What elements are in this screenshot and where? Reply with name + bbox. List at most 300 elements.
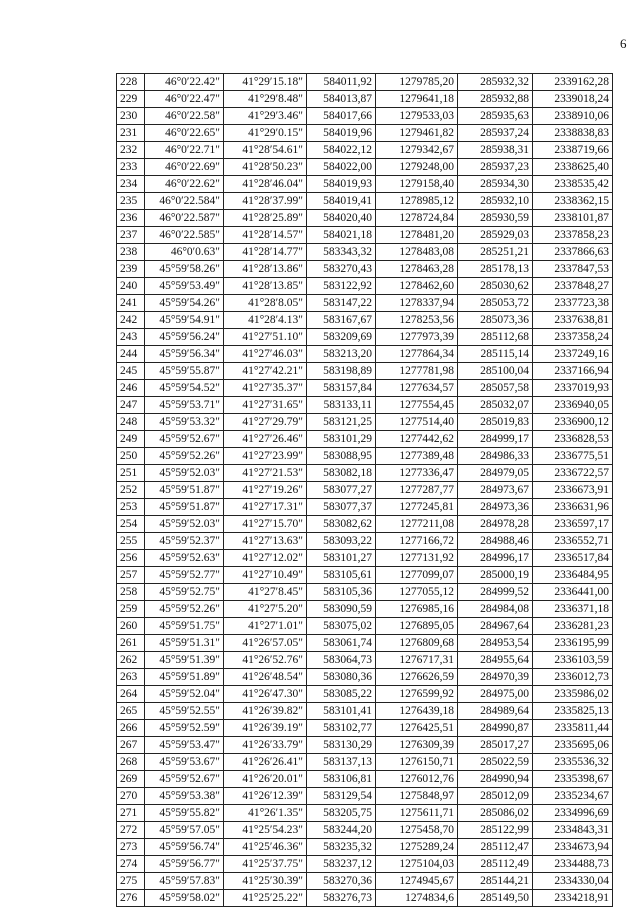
y-coordinate-cell: 1277287,77: [376, 482, 458, 499]
longitude-cell: 41°25′46.36": [224, 839, 307, 856]
table-row: [117, 516, 613, 533]
x-coordinate-cell: 583085,22: [307, 686, 376, 703]
table-row: [117, 278, 613, 295]
x2-coordinate-cell: 285100,04: [458, 363, 533, 380]
x-coordinate-cell: 583147,22: [307, 295, 376, 312]
latitude-cell: 45°59′53.71": [145, 397, 224, 414]
y2-coordinate-cell: 2336103,59: [533, 652, 613, 669]
x2-coordinate-cell: 285251,21: [458, 244, 533, 261]
x2-coordinate-cell: 284973,36: [458, 499, 533, 516]
latitude-cell: 45°59′53.32": [145, 414, 224, 431]
table-row: [117, 550, 613, 567]
latitude-cell: 45°59′52.37": [145, 533, 224, 550]
table-row: [117, 108, 613, 125]
point-number-cell: 237: [117, 227, 145, 244]
longitude-cell: 41°28′37.99": [224, 193, 307, 210]
x-coordinate-cell: 583101,27: [307, 550, 376, 567]
x-coordinate-cell: 583061,74: [307, 635, 376, 652]
table-row: [117, 312, 613, 329]
x-coordinate-cell: 583130,29: [307, 737, 376, 754]
latitude-cell: 45°59′52.55": [145, 703, 224, 720]
longitude-cell: 41°28′14.57": [224, 227, 307, 244]
y-coordinate-cell: 1279785,20: [376, 74, 458, 91]
y-coordinate-cell: 1276012,76: [376, 771, 458, 788]
x2-coordinate-cell: 285017,27: [458, 737, 533, 754]
table-row: [117, 856, 613, 873]
longitude-cell: 41°27′10.49": [224, 567, 307, 584]
point-number-cell: 251: [117, 465, 145, 482]
latitude-cell: 45°59′55.87": [145, 363, 224, 380]
longitude-cell: 41°27′21.53": [224, 465, 307, 482]
x-coordinate-cell: 583082,18: [307, 465, 376, 482]
table-row: [117, 397, 613, 414]
x-coordinate-cell: 583102,77: [307, 720, 376, 737]
point-number-cell: 242: [117, 312, 145, 329]
latitude-cell: 45°59′51.89": [145, 669, 224, 686]
latitude-cell: 45°59′51.39": [145, 652, 224, 669]
point-number-cell: 240: [117, 278, 145, 295]
x2-coordinate-cell: 284984,08: [458, 601, 533, 618]
y2-coordinate-cell: 2336828,53: [533, 431, 613, 448]
x2-coordinate-cell: 285929,03: [458, 227, 533, 244]
x-coordinate-cell: 583205,75: [307, 805, 376, 822]
longitude-cell: 41°27′51.10": [224, 329, 307, 346]
y-coordinate-cell: 1279158,40: [376, 176, 458, 193]
longitude-cell: 41°26′33.79": [224, 737, 307, 754]
x-coordinate-cell: 583088,95: [307, 448, 376, 465]
point-number-cell: 268: [117, 754, 145, 771]
y2-coordinate-cell: 2335986,02: [533, 686, 613, 703]
point-number-cell: 257: [117, 567, 145, 584]
table-row: [117, 618, 613, 635]
x2-coordinate-cell: 284996,17: [458, 550, 533, 567]
y-coordinate-cell: 1277131,92: [376, 550, 458, 567]
y-coordinate-cell: 1276809,68: [376, 635, 458, 652]
point-number-cell: 250: [117, 448, 145, 465]
y2-coordinate-cell: 2335811,44: [533, 720, 613, 737]
table-row: [117, 431, 613, 448]
x2-coordinate-cell: 285935,63: [458, 108, 533, 125]
table-row: [117, 380, 613, 397]
y-coordinate-cell: 1278253,56: [376, 312, 458, 329]
table-row: [117, 193, 613, 210]
x2-coordinate-cell: 285178,13: [458, 261, 533, 278]
latitude-cell: 45°59′51.87": [145, 499, 224, 516]
longitude-cell: 41°28′8.05": [224, 295, 307, 312]
x2-coordinate-cell: 285022,59: [458, 754, 533, 771]
table-row: [117, 465, 613, 482]
point-number-cell: 246: [117, 380, 145, 397]
point-number-cell: 241: [117, 295, 145, 312]
table-row: [117, 567, 613, 584]
x-coordinate-cell: 583129,54: [307, 788, 376, 805]
latitude-cell: 45°59′51.87": [145, 482, 224, 499]
y2-coordinate-cell: 2336281,23: [533, 618, 613, 635]
point-number-cell: 233: [117, 159, 145, 176]
x2-coordinate-cell: 285115,14: [458, 346, 533, 363]
point-number-cell: 259: [117, 601, 145, 618]
longitude-cell: 41°27′23.99": [224, 448, 307, 465]
x-coordinate-cell: 583077,37: [307, 499, 376, 516]
x2-coordinate-cell: 284999,17: [458, 431, 533, 448]
y2-coordinate-cell: 2336722,57: [533, 465, 613, 482]
x-coordinate-cell: 584019,93: [307, 176, 376, 193]
y-coordinate-cell: 1277864,34: [376, 346, 458, 363]
latitude-cell: 46°0′0.63": [145, 244, 224, 261]
y2-coordinate-cell: 2334218,91: [533, 890, 613, 907]
x-coordinate-cell: 583080,36: [307, 669, 376, 686]
longitude-cell: 41°25′30.39": [224, 873, 307, 890]
y2-coordinate-cell: 2337723,38: [533, 295, 613, 312]
longitude-cell: 41°28′13.85": [224, 278, 307, 295]
longitude-cell: 41°27′35.37": [224, 380, 307, 397]
x2-coordinate-cell: 285144,21: [458, 873, 533, 890]
point-number-cell: 235: [117, 193, 145, 210]
y2-coordinate-cell: 2334996,69: [533, 805, 613, 822]
y-coordinate-cell: 1277166,72: [376, 533, 458, 550]
y-coordinate-cell: 1274834,6: [376, 890, 458, 907]
longitude-cell: 41°27′19.26": [224, 482, 307, 499]
longitude-cell: 41°26′57.05": [224, 635, 307, 652]
table-row: [117, 533, 613, 550]
y2-coordinate-cell: 2338910,06: [533, 108, 613, 125]
point-number-cell: 263: [117, 669, 145, 686]
y-coordinate-cell: 1279641,18: [376, 91, 458, 108]
x-coordinate-cell: 583237,12: [307, 856, 376, 873]
longitude-cell: 41°27′5.20": [224, 601, 307, 618]
latitude-cell: 45°59′52.67": [145, 771, 224, 788]
x2-coordinate-cell: 285112,49: [458, 856, 533, 873]
point-number-cell: 266: [117, 720, 145, 737]
y2-coordinate-cell: 2336012,73: [533, 669, 613, 686]
x2-coordinate-cell: 285937,24: [458, 125, 533, 142]
longitude-cell: 41°26′26.41": [224, 754, 307, 771]
point-number-cell: 254: [117, 516, 145, 533]
point-number-cell: 236: [117, 210, 145, 227]
x-coordinate-cell: 583064,73: [307, 652, 376, 669]
x2-coordinate-cell: 285057,58: [458, 380, 533, 397]
x2-coordinate-cell: 284953,54: [458, 635, 533, 652]
longitude-cell: 41°26′48.54": [224, 669, 307, 686]
x-coordinate-cell: 584013,87: [307, 91, 376, 108]
longitude-cell: 41°28′14.77": [224, 244, 307, 261]
longitude-cell: 41°27′12.02": [224, 550, 307, 567]
point-number-cell: 243: [117, 329, 145, 346]
table-row: [117, 771, 613, 788]
x2-coordinate-cell: 284970,39: [458, 669, 533, 686]
page-number: 6: [620, 36, 627, 51]
table-row: [117, 669, 613, 686]
point-number-cell: 238: [117, 244, 145, 261]
x-coordinate-cell: 583137,13: [307, 754, 376, 771]
table-row: [117, 703, 613, 720]
y-coordinate-cell: 1277211,08: [376, 516, 458, 533]
y-coordinate-cell: 1277973,39: [376, 329, 458, 346]
point-number-cell: 248: [117, 414, 145, 431]
y2-coordinate-cell: 2336597,17: [533, 516, 613, 533]
point-number-cell: 274: [117, 856, 145, 873]
y-coordinate-cell: 1276985,16: [376, 601, 458, 618]
x2-coordinate-cell: 285032,07: [458, 397, 533, 414]
x-coordinate-cell: 583122,92: [307, 278, 376, 295]
x-coordinate-cell: 583235,32: [307, 839, 376, 856]
x-coordinate-cell: 583270,36: [307, 873, 376, 890]
x-coordinate-cell: 583075,02: [307, 618, 376, 635]
table-row: [117, 74, 613, 91]
longitude-cell: 41°26′39.82": [224, 703, 307, 720]
point-number-cell: 231: [117, 125, 145, 142]
point-number-cell: 264: [117, 686, 145, 703]
longitude-cell: 41°27′31.65": [224, 397, 307, 414]
table-row: [117, 652, 613, 669]
y2-coordinate-cell: 2334330,04: [533, 873, 613, 890]
y2-coordinate-cell: 2335825,13: [533, 703, 613, 720]
point-number-cell: 239: [117, 261, 145, 278]
point-number-cell: 249: [117, 431, 145, 448]
latitude-cell: 45°59′52.26": [145, 448, 224, 465]
point-number-cell: 271: [117, 805, 145, 822]
x-coordinate-cell: 584017,66: [307, 108, 376, 125]
table-row: [117, 822, 613, 839]
longitude-cell: 41°28′4.13": [224, 312, 307, 329]
y-coordinate-cell: 1278462,60: [376, 278, 458, 295]
table-row: [117, 890, 613, 907]
longitude-cell: 41°27′29.79": [224, 414, 307, 431]
y2-coordinate-cell: 2335536,32: [533, 754, 613, 771]
y-coordinate-cell: 1277442,62: [376, 431, 458, 448]
y-coordinate-cell: 1279461,82: [376, 125, 458, 142]
y-coordinate-cell: 1276626,59: [376, 669, 458, 686]
y-coordinate-cell: 1277781,98: [376, 363, 458, 380]
x2-coordinate-cell: 284979,05: [458, 465, 533, 482]
y-coordinate-cell: 1276895,05: [376, 618, 458, 635]
latitude-cell: 45°59′58.02": [145, 890, 224, 907]
longitude-cell: 41°27′26.46": [224, 431, 307, 448]
table-row: [117, 142, 613, 159]
y-coordinate-cell: 1277336,47: [376, 465, 458, 482]
y2-coordinate-cell: 2336940,05: [533, 397, 613, 414]
latitude-cell: 46°0′22.58": [145, 108, 224, 125]
latitude-cell: 45°59′52.75": [145, 584, 224, 601]
latitude-cell: 45°59′53.49": [145, 278, 224, 295]
point-number-cell: 247: [117, 397, 145, 414]
y2-coordinate-cell: 2335695,06: [533, 737, 613, 754]
table-row: [117, 839, 613, 856]
longitude-cell: 41°27′15.70": [224, 516, 307, 533]
x2-coordinate-cell: 284990,87: [458, 720, 533, 737]
y2-coordinate-cell: 2339162,28: [533, 74, 613, 91]
point-number-cell: 255: [117, 533, 145, 550]
y2-coordinate-cell: 2337866,63: [533, 244, 613, 261]
x2-coordinate-cell: 285122,99: [458, 822, 533, 839]
point-number-cell: 234: [117, 176, 145, 193]
table-row: [117, 805, 613, 822]
point-number-cell: 229: [117, 91, 145, 108]
table-row: [117, 125, 613, 142]
x-coordinate-cell: 583157,84: [307, 380, 376, 397]
point-number-cell: 267: [117, 737, 145, 754]
point-number-cell: 260: [117, 618, 145, 635]
y-coordinate-cell: 1275289,24: [376, 839, 458, 856]
x-coordinate-cell: 583093,22: [307, 533, 376, 550]
y2-coordinate-cell: 2336552,71: [533, 533, 613, 550]
y-coordinate-cell: 1277245,81: [376, 499, 458, 516]
latitude-cell: 45°59′57.83": [145, 873, 224, 890]
x-coordinate-cell: 584019,41: [307, 193, 376, 210]
x2-coordinate-cell: 285937,23: [458, 159, 533, 176]
x-coordinate-cell: 584020,40: [307, 210, 376, 227]
x-coordinate-cell: 584011,92: [307, 74, 376, 91]
y2-coordinate-cell: 2337847,53: [533, 261, 613, 278]
y2-coordinate-cell: 2336775,51: [533, 448, 613, 465]
table-row: [117, 448, 613, 465]
y-coordinate-cell: 1277389,48: [376, 448, 458, 465]
y-coordinate-cell: 1279248,00: [376, 159, 458, 176]
table-row: [117, 754, 613, 771]
x-coordinate-cell: 583209,69: [307, 329, 376, 346]
x-coordinate-cell: 584022,00: [307, 159, 376, 176]
y-coordinate-cell: 1275104,03: [376, 856, 458, 873]
y2-coordinate-cell: 2338625,40: [533, 159, 613, 176]
x-coordinate-cell: 583121,25: [307, 414, 376, 431]
table-row: [117, 601, 613, 618]
table-row: [117, 176, 613, 193]
longitude-cell: 41°29′3.46": [224, 108, 307, 125]
x2-coordinate-cell: 285932,10: [458, 193, 533, 210]
y-coordinate-cell: 1277055,12: [376, 584, 458, 601]
x2-coordinate-cell: 284975,00: [458, 686, 533, 703]
table-row: [117, 244, 613, 261]
longitude-cell: 41°29′15.18": [224, 74, 307, 91]
point-number-cell: 265: [117, 703, 145, 720]
y-coordinate-cell: 1277099,07: [376, 567, 458, 584]
coordinates-table: [116, 73, 613, 907]
y2-coordinate-cell: 2336673,91: [533, 482, 613, 499]
x2-coordinate-cell: 285112,47: [458, 839, 533, 856]
latitude-cell: 45°59′52.59": [145, 720, 224, 737]
point-number-cell: 244: [117, 346, 145, 363]
longitude-cell: 41°27′13.63": [224, 533, 307, 550]
y-coordinate-cell: 1275611,71: [376, 805, 458, 822]
y2-coordinate-cell: 2338838,83: [533, 125, 613, 142]
x-coordinate-cell: 583244,20: [307, 822, 376, 839]
table-row: [117, 91, 613, 108]
coordinates-table-body: [117, 74, 613, 907]
longitude-cell: 41°28′46.04": [224, 176, 307, 193]
x2-coordinate-cell: 284988,46: [458, 533, 533, 550]
longitude-cell: 41°25′54.23": [224, 822, 307, 839]
point-number-cell: 272: [117, 822, 145, 839]
longitude-cell: 41°25′37.75": [224, 856, 307, 873]
latitude-cell: 45°59′52.03": [145, 465, 224, 482]
x-coordinate-cell: 583133,11: [307, 397, 376, 414]
y-coordinate-cell: 1278483,08: [376, 244, 458, 261]
latitude-cell: 46°0′22.71": [145, 142, 224, 159]
y2-coordinate-cell: 2338535,42: [533, 176, 613, 193]
y2-coordinate-cell: 2337166,94: [533, 363, 613, 380]
latitude-cell: 45°59′57.05": [145, 822, 224, 839]
y-coordinate-cell: 1274945,67: [376, 873, 458, 890]
x2-coordinate-cell: 284990,94: [458, 771, 533, 788]
longitude-cell: 41°26′52.76": [224, 652, 307, 669]
y-coordinate-cell: 1278724,84: [376, 210, 458, 227]
longitude-cell: 41°27′46.03": [224, 346, 307, 363]
y2-coordinate-cell: 2336517,84: [533, 550, 613, 567]
y2-coordinate-cell: 2337858,23: [533, 227, 613, 244]
y-coordinate-cell: 1276717,31: [376, 652, 458, 669]
table-row: [117, 499, 613, 516]
longitude-cell: 41°28′13.86": [224, 261, 307, 278]
table-row: [117, 210, 613, 227]
x-coordinate-cell: 583082,62: [307, 516, 376, 533]
y2-coordinate-cell: 2336441,00: [533, 584, 613, 601]
point-number-cell: 252: [117, 482, 145, 499]
x-coordinate-cell: 583167,67: [307, 312, 376, 329]
table-row: [117, 329, 613, 346]
y-coordinate-cell: 1276439,18: [376, 703, 458, 720]
y2-coordinate-cell: 2335398,67: [533, 771, 613, 788]
y-coordinate-cell: 1277554,45: [376, 397, 458, 414]
x2-coordinate-cell: 285934,30: [458, 176, 533, 193]
x-coordinate-cell: 583105,61: [307, 567, 376, 584]
y2-coordinate-cell: 2335234,67: [533, 788, 613, 805]
table-row: [117, 788, 613, 805]
longitude-cell: 41°27′8.45": [224, 584, 307, 601]
y-coordinate-cell: 1277634,57: [376, 380, 458, 397]
point-number-cell: 230: [117, 108, 145, 125]
y-coordinate-cell: 1276425,51: [376, 720, 458, 737]
x2-coordinate-cell: 285073,36: [458, 312, 533, 329]
longitude-cell: 41°28′54.61": [224, 142, 307, 159]
point-number-cell: 270: [117, 788, 145, 805]
x-coordinate-cell: 583101,41: [307, 703, 376, 720]
point-number-cell: 253: [117, 499, 145, 516]
latitude-cell: 45°59′58.26": [145, 261, 224, 278]
latitude-cell: 45°59′54.26": [145, 295, 224, 312]
x2-coordinate-cell: 284999,52: [458, 584, 533, 601]
latitude-cell: 45°59′56.77": [145, 856, 224, 873]
point-number-cell: 273: [117, 839, 145, 856]
longitude-cell: 41°26′12.39": [224, 788, 307, 805]
y-coordinate-cell: 1279533,03: [376, 108, 458, 125]
x2-coordinate-cell: 285930,59: [458, 210, 533, 227]
table-row: [117, 261, 613, 278]
point-number-cell: 232: [117, 142, 145, 159]
longitude-cell: 41°27′17.31": [224, 499, 307, 516]
x2-coordinate-cell: 285030,62: [458, 278, 533, 295]
y2-coordinate-cell: 2338101,87: [533, 210, 613, 227]
point-number-cell: 258: [117, 584, 145, 601]
x2-coordinate-cell: 284986,33: [458, 448, 533, 465]
table-row: [117, 346, 613, 363]
y-coordinate-cell: 1275458,70: [376, 822, 458, 839]
latitude-cell: 45°59′51.31": [145, 635, 224, 652]
y-coordinate-cell: 1279342,67: [376, 142, 458, 159]
longitude-cell: 41°29′8.48": [224, 91, 307, 108]
table-row: [117, 414, 613, 431]
y-coordinate-cell: 1278985,12: [376, 193, 458, 210]
y-coordinate-cell: 1278337,94: [376, 295, 458, 312]
x2-coordinate-cell: 285112,68: [458, 329, 533, 346]
latitude-cell: 45°59′52.03": [145, 516, 224, 533]
x2-coordinate-cell: 285938,31: [458, 142, 533, 159]
x2-coordinate-cell: 285019,83: [458, 414, 533, 431]
table-row: [117, 295, 613, 312]
point-number-cell: 245: [117, 363, 145, 380]
x-coordinate-cell: 584019,96: [307, 125, 376, 142]
x2-coordinate-cell: 285086,02: [458, 805, 533, 822]
y2-coordinate-cell: 2334488,73: [533, 856, 613, 873]
